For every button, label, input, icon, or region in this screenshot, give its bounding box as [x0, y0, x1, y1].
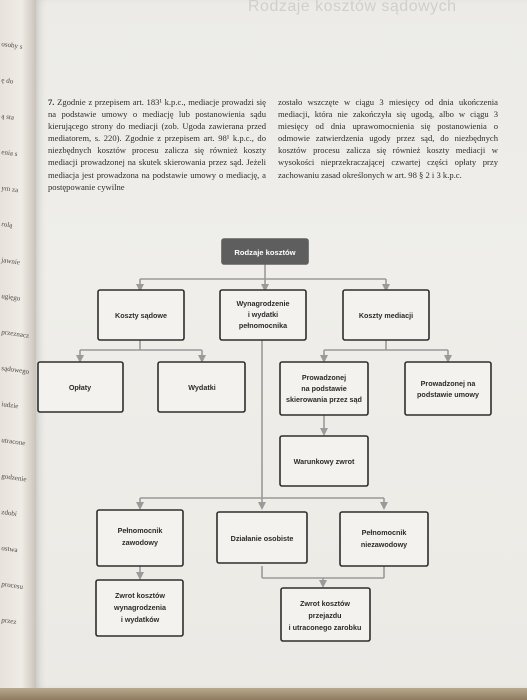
left-page-text-fragment: iudzie — [0, 400, 19, 411]
label-prow-skier-line1: Prowadzonej — [301, 373, 347, 382]
label-zwrot-wyn-line3: i wydatków — [120, 615, 160, 624]
left-page-text-fragment: ugięgo — [0, 292, 21, 303]
label-zwrot-wyn-line1: Zwrot kosztów — [115, 591, 165, 600]
label-zwrot-wyn-line2: wynagrodzenia — [114, 603, 166, 612]
left-page-text-fragment: godzenie — [0, 472, 28, 484]
left-page-text-fragment: rolą — [0, 220, 13, 230]
label-prow-skier-line3: skierowania przez sąd — [286, 395, 362, 404]
paragraph-number: 7. — [48, 97, 55, 107]
label-oplaty: Opłaty — [68, 383, 92, 392]
label-wynagrodzenie-line1: Wynagrodzenie — [236, 299, 290, 308]
left-page-text-fragment: procesu — [0, 580, 24, 591]
left-page-text-fragment: osoby s — [0, 40, 23, 51]
label-prow-skier-line2: na podstawie — [301, 384, 347, 393]
label-prow-umowy-line2: podstawie umowy — [417, 390, 479, 399]
left-page-text-fragment: jawnie — [0, 256, 21, 267]
left-page-text-fragment: sądowego — [0, 364, 30, 376]
paragraph-text-left: Zgodnie z przepisem art. 183¹ k.p.c., mediacje prowadzi się na podstawie umowy o mediację lub postanowienia sądu kierującego strony do mediacji (zob. Ugoda zawierana przed mediatorem, s. 220). Zgodnie z przepisem art. 98¹ k.p.c., do niezbędnych kosztów procesu zalicza się również koszty mediacji prowadzonej na skutek skierowania przez sąd. Jeżeli mediacja jest prowadzona na podstawie umowy o mediację, a postępowanie cywilne — [48, 97, 266, 192]
label-koszty-sadowe: Koszty sądowe — [115, 311, 167, 320]
left-page-text-fragment: ą sta — [0, 112, 15, 122]
left-page-text-fragment: enia s — [0, 148, 18, 159]
label-wynagrodzenie-line2: i wydatki — [247, 310, 279, 319]
label-prow-umowy-line1: Prowadzonej na — [420, 379, 476, 388]
label-zwrot-prz-line3: i utraconego zarobku — [288, 623, 362, 632]
node-pelnomocnik-niezawodowy — [340, 512, 428, 566]
label-koszty-mediacji: Koszty mediacji — [358, 311, 414, 320]
left-page-text-fragment: przez — [0, 616, 18, 627]
label-pelnomocnik-zaw-line2: zawodowy — [122, 538, 158, 547]
label-zwrot-prz-line2: przejazdu — [308, 611, 342, 620]
label-pelnomocnik-niezaw-line2: niezawodowy — [360, 540, 408, 549]
left-page-text-fragment: utracone — [0, 436, 26, 448]
left-page-text-fragment: ym za — [0, 184, 19, 195]
label-pelnomocnik-zaw-line1: Pełnomocnik — [117, 526, 163, 535]
label-wydatki: Wydatki — [188, 383, 216, 392]
left-page-text-fragment: ostwa — [0, 544, 19, 555]
paragraph-text-right: zostało wszczęte w ciągu 3 miesięcy od dnia ukończenia mediacji, która nie zakończyła się ugodą, albo w ciągu 3 miesięcy od dnia uprawomocnienia się postanowienia o odmowie zatwierdzenia ugody przez sąd, do niezbędnych kosztów procesu zalicza się również koszty mediacji w wysokości nieprzekraczającej czwartej części opłaty przy zachowaniu zasad określonych w art. 98 § 2 i 3 k.p.c. — [278, 97, 498, 180]
label-zwrot-prz-line1: Zwrot kosztów — [300, 599, 350, 608]
left-page-text-fragment: przeznacz — [0, 328, 30, 340]
label-rodzaje-kosztow: Rodzaje kosztów — [234, 248, 296, 257]
node-prow-umowy — [405, 362, 491, 415]
left-page-text-fragment: zdobi — [0, 508, 18, 519]
label-dzialanie-osobiste: Działanie osobiste — [230, 534, 294, 543]
label-pelnomocnik-niezaw-line1: Pełnomocnik — [361, 528, 407, 537]
left-page-text-fragment: ę do — [0, 76, 14, 86]
label-warunkowy-zwrot: Warunkowy zwrot — [293, 457, 355, 466]
label-wynagrodzenie-line3: pełnomocnika — [238, 321, 288, 330]
running-head: Rodzaje kosztów sądowych — [248, 0, 457, 15]
